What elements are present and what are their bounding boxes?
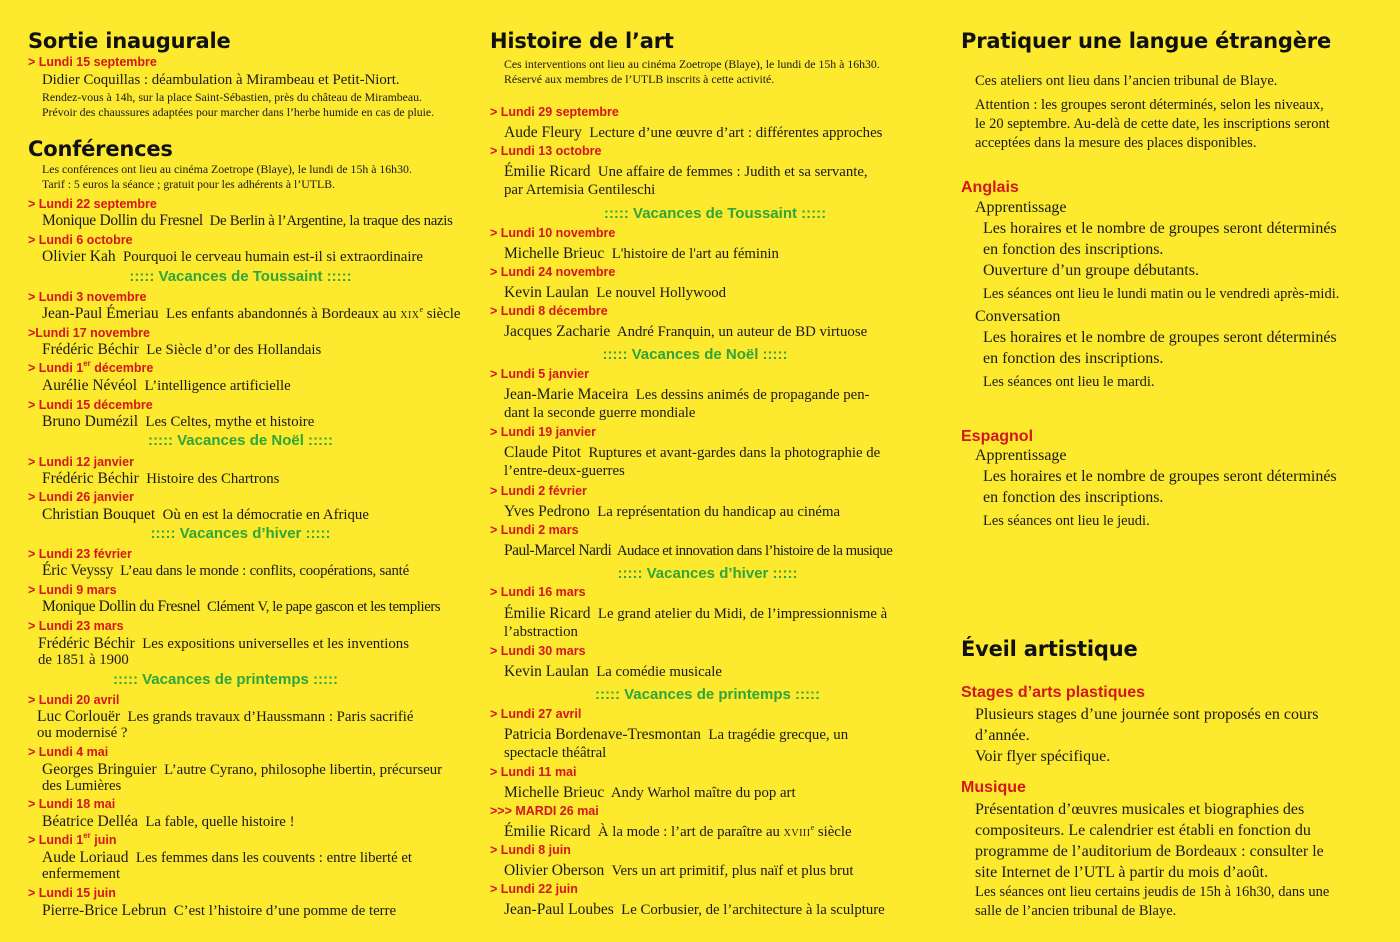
section-note: Ces interventions ont lieu au cinéma Zoetrope (Blaye), le lundi de 15h à 16h30. bbox=[504, 57, 880, 71]
event-date: > Lundi 19 janvier bbox=[490, 425, 596, 439]
speaker: Luc Corlouër bbox=[37, 708, 121, 725]
talk-title: Histoire des Chartrons bbox=[146, 471, 280, 487]
event-note: Prévoir des chaussures adaptées pour marcher dans l’herbe humide en cas de pluie. bbox=[42, 105, 435, 119]
speaker: Paul-Marcel Nardi bbox=[504, 542, 612, 559]
event-date: > Lundi 10 novembre bbox=[490, 226, 616, 240]
event-line bbox=[504, 663, 722, 681]
speaker: Olivier Kah bbox=[42, 248, 116, 265]
event-line bbox=[504, 124, 882, 142]
event-date: > Lundi 26 janvier bbox=[28, 490, 134, 504]
info-line: Les séances ont lieu le jeudi. bbox=[983, 513, 1150, 529]
info-line: Plusieurs stages d’une journée sont proposés en cours bbox=[975, 706, 1319, 723]
event-date: > Lundi 30 mars bbox=[490, 644, 586, 658]
talk-title: Les grands travaux d’Haussmann : Paris sacrifié bbox=[127, 709, 414, 725]
event-line-cont: spectacle théâtral bbox=[504, 745, 607, 761]
section-note: Tarif : 5 euros la séance ; gratuit pour les adhérents à l’UTLB. bbox=[42, 177, 336, 191]
event-date: > Lundi 18 mai bbox=[28, 797, 116, 811]
speaker: Michelle Brieuc bbox=[504, 784, 605, 801]
event-line-cont: des Lumières bbox=[42, 778, 122, 794]
subtitle-espagnol: Espagnol bbox=[961, 428, 1034, 445]
speaker: Jean-Paul Émeriau bbox=[42, 305, 159, 322]
section-note: Réservé aux membres de l’UTLB inscrits à cette activité. bbox=[504, 72, 775, 86]
event-line bbox=[504, 323, 867, 341]
talk-title: Vers un art primitif, plus naïf et plus brut bbox=[611, 863, 854, 879]
event-line bbox=[38, 635, 409, 653]
info-line: Présentation d’œuvres musicales et biographies des bbox=[975, 801, 1305, 818]
talk-title: L’eau dans le monde : conflits, coopérations, santé bbox=[120, 563, 409, 579]
event-line bbox=[504, 605, 887, 623]
event-line bbox=[504, 284, 726, 302]
event-line: Émilie Ricard À la mode : l’art de paraître au XVIIIe siècle bbox=[504, 823, 852, 840]
talk-title: De Berlin à l’Argentine, la traque des nazis bbox=[209, 213, 453, 229]
talk-title: Les Celtes, mythe et histoire bbox=[145, 414, 315, 430]
speaker: Émilie Ricard bbox=[504, 823, 591, 840]
event-line bbox=[42, 377, 291, 395]
event-date: > Lundi 27 avril bbox=[490, 707, 582, 721]
event-date: > Lundi 29 septembre bbox=[490, 105, 619, 119]
speaker: Patricia Bordenave-Tresmontan bbox=[504, 726, 702, 743]
event-date: > Lundi 12 janvier bbox=[28, 455, 134, 469]
level-label: Conversation bbox=[975, 308, 1061, 325]
event-line-cont: par Artemisia Gentileschi bbox=[504, 182, 656, 198]
event-line: Jean-Paul Émeriau Les enfants abandonnés à Bordeaux au XIXe siècle bbox=[42, 305, 461, 322]
speaker: Émilie Ricard bbox=[504, 163, 591, 180]
event-line bbox=[42, 341, 321, 359]
speaker: Béatrice Delléa bbox=[42, 813, 138, 830]
event-date: > Lundi 2 mars bbox=[490, 523, 579, 537]
event-date: > Lundi 24 novembre bbox=[490, 265, 616, 279]
subtitle-stages: Stages d’arts plastiques bbox=[961, 684, 1146, 701]
info-line: Les horaires et le nombre de groupes seront déterminés bbox=[983, 468, 1337, 485]
speaker: Bruno Dumézil bbox=[42, 413, 138, 430]
section-title-langues: Pratiquer une langue étrangère bbox=[961, 29, 1331, 53]
speaker: Aurélie Névéol bbox=[42, 377, 138, 394]
event-line-cont: l’abstraction bbox=[504, 624, 578, 640]
event-line bbox=[504, 386, 870, 404]
event-date: > Lundi 22 juin bbox=[490, 882, 578, 896]
info-line: site Internet de l’UTL à partir du mois d’août. bbox=[975, 864, 1269, 881]
speaker: Éric Veyssy bbox=[42, 562, 114, 579]
talk-title: L'histoire de l'art au féminin bbox=[611, 246, 779, 262]
info-line: en fonction des inscriptions. bbox=[983, 489, 1164, 506]
event-date: > Lundi 9 mars bbox=[28, 583, 117, 597]
subtitle-anglais: Anglais bbox=[961, 179, 1019, 196]
speaker: Frédéric Béchir bbox=[42, 341, 139, 358]
talk-title: Clément V, le pape gascon et les templiers bbox=[206, 599, 441, 615]
info-line: en fonction des inscriptions. bbox=[983, 241, 1164, 258]
section-intro: Attention : les groupes seront déterminés, selon les niveaux, bbox=[975, 97, 1324, 113]
event-line bbox=[37, 708, 413, 726]
event-line bbox=[504, 503, 840, 521]
event-date: > Lundi 15 décembre bbox=[28, 398, 153, 412]
event-line bbox=[42, 248, 423, 266]
speaker: Georges Bringuier bbox=[42, 761, 157, 778]
talk-title: L’autre Cyrano, philosophe libertin, précurseur bbox=[164, 762, 443, 778]
info-line: Ouverture d’un groupe débutants. bbox=[983, 262, 1199, 279]
event-date: > Lundi 1er juin bbox=[28, 831, 117, 847]
event-line bbox=[42, 761, 442, 779]
holiday-divider: ::::: Vacances de printemps ::::: bbox=[594, 686, 821, 703]
event-date: > Lundi 13 octobre bbox=[490, 144, 602, 158]
speaker: Aude Fleury bbox=[504, 124, 582, 141]
event-date: > Lundi 15 septembre bbox=[28, 55, 157, 69]
talk-title: Pourquoi le cerveau humain est-il si extraordinaire bbox=[123, 249, 423, 265]
holiday-divider: ::::: Vacances de Toussaint ::::: bbox=[603, 205, 827, 222]
info-line: en fonction des inscriptions. bbox=[983, 350, 1164, 367]
talk-title: Les dessins animés de propagande pen- bbox=[635, 387, 870, 403]
talk-title: Les femmes dans les couvents : entre liberté et bbox=[135, 850, 413, 866]
speaker: Monique Dollin du Fresnel bbox=[42, 212, 203, 229]
section-title-eveil: Éveil artistique bbox=[961, 637, 1138, 661]
info-line: Voir flyer spécifique. bbox=[975, 748, 1111, 765]
event-line bbox=[42, 849, 412, 867]
talk-title: Andy Warhol maître du pop art bbox=[610, 785, 796, 801]
event-line bbox=[42, 813, 295, 831]
info-line: Les horaires et le nombre de groupes seront déterminés bbox=[983, 329, 1337, 346]
event-line bbox=[504, 784, 796, 802]
speaker: Christian Bouquet bbox=[42, 506, 156, 523]
section-intro: acceptées dans la mesure des places disponibles. bbox=[975, 135, 1257, 151]
event-line bbox=[42, 506, 369, 524]
event-line bbox=[504, 862, 854, 880]
event-date: > Lundi 8 juin bbox=[490, 843, 571, 857]
event-line bbox=[42, 562, 409, 580]
level-label: Apprentissage bbox=[975, 199, 1067, 216]
speaker: Olivier Oberson bbox=[504, 862, 605, 879]
section-title-conferences: Conférences bbox=[28, 137, 173, 161]
event-line bbox=[42, 598, 440, 616]
talk-title: Lecture d’une œuvre d’art : différentes approches bbox=[589, 125, 883, 141]
event-line-cont: ou modernisé ? bbox=[37, 725, 128, 741]
info-line: salle de l’ancien tribunal de Blaye. bbox=[975, 903, 1177, 919]
speaker: Kevin Laulan bbox=[504, 284, 589, 301]
talk-title: La tragédie grecque, un bbox=[708, 727, 849, 743]
speaker: Frédéric Béchir bbox=[38, 635, 135, 652]
event-date: > Lundi 11 mai bbox=[490, 765, 577, 779]
speaker: Yves Pedrono bbox=[504, 503, 590, 520]
event-date: > Lundi 2 février bbox=[490, 484, 587, 498]
section-note: Les conférences ont lieu au cinéma Zoetrope (Blaye), le lundi de 15h à 16h30. bbox=[42, 162, 412, 176]
event-line bbox=[504, 542, 892, 560]
event-note: Rendez-vous à 14h, sur la place Saint-Sébastien, près du château de Mirambeau. bbox=[42, 90, 422, 104]
talk-title: La fable, quelle histoire ! bbox=[145, 814, 295, 830]
event-date: > Lundi 23 mars bbox=[28, 619, 124, 633]
section-intro: le 20 septembre. Au-delà de cette date, les inscriptions seront bbox=[975, 116, 1330, 132]
info-line: d’année. bbox=[975, 727, 1030, 744]
talk-title: Où en est la démocratie en Afrique bbox=[162, 507, 369, 523]
event-line bbox=[42, 413, 314, 431]
info-line: Les séances ont lieu le lundi matin ou le vendredi après-midi. bbox=[983, 286, 1340, 302]
talk-title: Une affaire de femmes : Judith et sa servante, bbox=[597, 164, 868, 180]
talk-title: Le grand atelier du Midi, de l’impressionnisme à bbox=[597, 606, 888, 622]
talk-title: Le nouvel Hollywood bbox=[596, 285, 727, 301]
talk-title: Ruptures et avant-gardes dans la photographie de bbox=[588, 445, 881, 461]
event-line-cont: enfermement bbox=[42, 866, 121, 882]
speaker: Jean-Marie Maceira bbox=[504, 386, 629, 403]
event-line bbox=[504, 901, 885, 919]
holiday-divider: ::::: Vacances de Noël ::::: bbox=[602, 346, 788, 363]
talk-title: Le Corbusier, de l’architecture à la sculpture bbox=[621, 902, 885, 918]
speaker: Jacques Zacharie bbox=[504, 323, 611, 340]
level-label: Apprentissage bbox=[975, 447, 1067, 464]
speaker: Claude Pitot bbox=[504, 444, 582, 461]
speaker: Monique Dollin du Fresnel bbox=[42, 598, 201, 615]
event-date: > Lundi 16 mars bbox=[490, 585, 586, 599]
holiday-divider: ::::: Vacances de Toussaint ::::: bbox=[129, 268, 352, 285]
speaker: Émilie Ricard bbox=[504, 605, 591, 622]
info-line: programme de l’auditorium de Bordeaux : consulter le bbox=[975, 843, 1324, 860]
section-intro: Ces ateliers ont lieu dans l’ancien tribunal de Blaye. bbox=[975, 73, 1278, 89]
talk-title: La comédie musicale bbox=[596, 664, 722, 680]
event-line bbox=[42, 212, 453, 230]
event-date: >Lundi 17 novembre bbox=[28, 326, 150, 340]
info-line: Les horaires et le nombre de groupes seront déterminés bbox=[983, 220, 1337, 237]
speaker: Aude Loriaud bbox=[42, 849, 129, 866]
section-title-histoire-art: Histoire de l’art bbox=[490, 29, 674, 53]
event-date: > Lundi 15 juin bbox=[28, 886, 116, 900]
event-date: > Lundi 5 janvier bbox=[490, 367, 589, 381]
event-line bbox=[42, 902, 396, 920]
event-date: > Lundi 3 novembre bbox=[28, 290, 147, 304]
holiday-divider: ::::: Vacances de printemps ::::: bbox=[112, 671, 339, 688]
info-line: compositeurs. Le calendrier est établi en fonction du bbox=[975, 822, 1311, 839]
event-line bbox=[504, 245, 779, 263]
talk-title: La représentation du handicap au cinéma bbox=[597, 504, 841, 520]
talk-title: C’est l’histoire d’une pomme de terre bbox=[173, 903, 397, 919]
speaker: Michelle Brieuc bbox=[504, 245, 605, 262]
event-line bbox=[504, 726, 848, 744]
event-line-cont: l’entre-deux-guerres bbox=[504, 463, 625, 479]
event-line bbox=[504, 444, 880, 462]
talk-title: L’intelligence artificielle bbox=[144, 378, 291, 394]
speaker: Frédéric Béchir bbox=[42, 470, 139, 487]
event-date: > Lundi 23 février bbox=[28, 547, 132, 561]
event-date: > Lundi 22 septembre bbox=[28, 197, 157, 211]
event-line-cont: dant la seconde guerre mondiale bbox=[504, 405, 696, 421]
talk-title: André Franquin, un auteur de BD virtuose bbox=[616, 324, 868, 340]
event-date: >>> MARDI 26 mai bbox=[490, 804, 599, 818]
info-line: Les séances ont lieu certains jeudis de 15h à 16h30, dans une bbox=[975, 884, 1330, 900]
info-line: Les séances ont lieu le mardi. bbox=[983, 374, 1155, 390]
event-date: > Lundi 20 avril bbox=[28, 693, 120, 707]
speaker: Jean-Paul Loubes bbox=[504, 901, 614, 918]
event-date: > Lundi 4 mai bbox=[28, 745, 109, 759]
event-date: > Lundi 8 décembre bbox=[490, 304, 608, 318]
holiday-divider: ::::: Vacances de Noël ::::: bbox=[147, 432, 334, 449]
section-title-sortie: Sortie inaugurale bbox=[28, 29, 231, 53]
speaker: Pierre-Brice Lebrun bbox=[42, 902, 167, 919]
event-line bbox=[42, 470, 279, 488]
holiday-divider: ::::: Vacances d’hiver ::::: bbox=[150, 525, 331, 542]
talk-title: Le Siècle d’or des Hollandais bbox=[146, 342, 322, 358]
event-date: > Lundi 6 octobre bbox=[28, 233, 133, 247]
talk-title: Les expositions universelles et les inventions bbox=[142, 636, 409, 652]
event-line-cont: de 1851 à 1900 bbox=[38, 652, 129, 668]
subtitle-musique: Musique bbox=[961, 779, 1026, 796]
event-date: > Lundi 1er décembre bbox=[28, 359, 154, 375]
event-line bbox=[504, 163, 868, 181]
event-line: Didier Coquillas : déambulation à Mirambeau et Petit-Niort. bbox=[42, 72, 400, 88]
holiday-divider: ::::: Vacances d’hiver ::::: bbox=[617, 565, 798, 582]
speaker: Kevin Laulan bbox=[504, 663, 589, 680]
talk-title: Audace et innovation dans l’histoire de la musique bbox=[616, 543, 893, 559]
